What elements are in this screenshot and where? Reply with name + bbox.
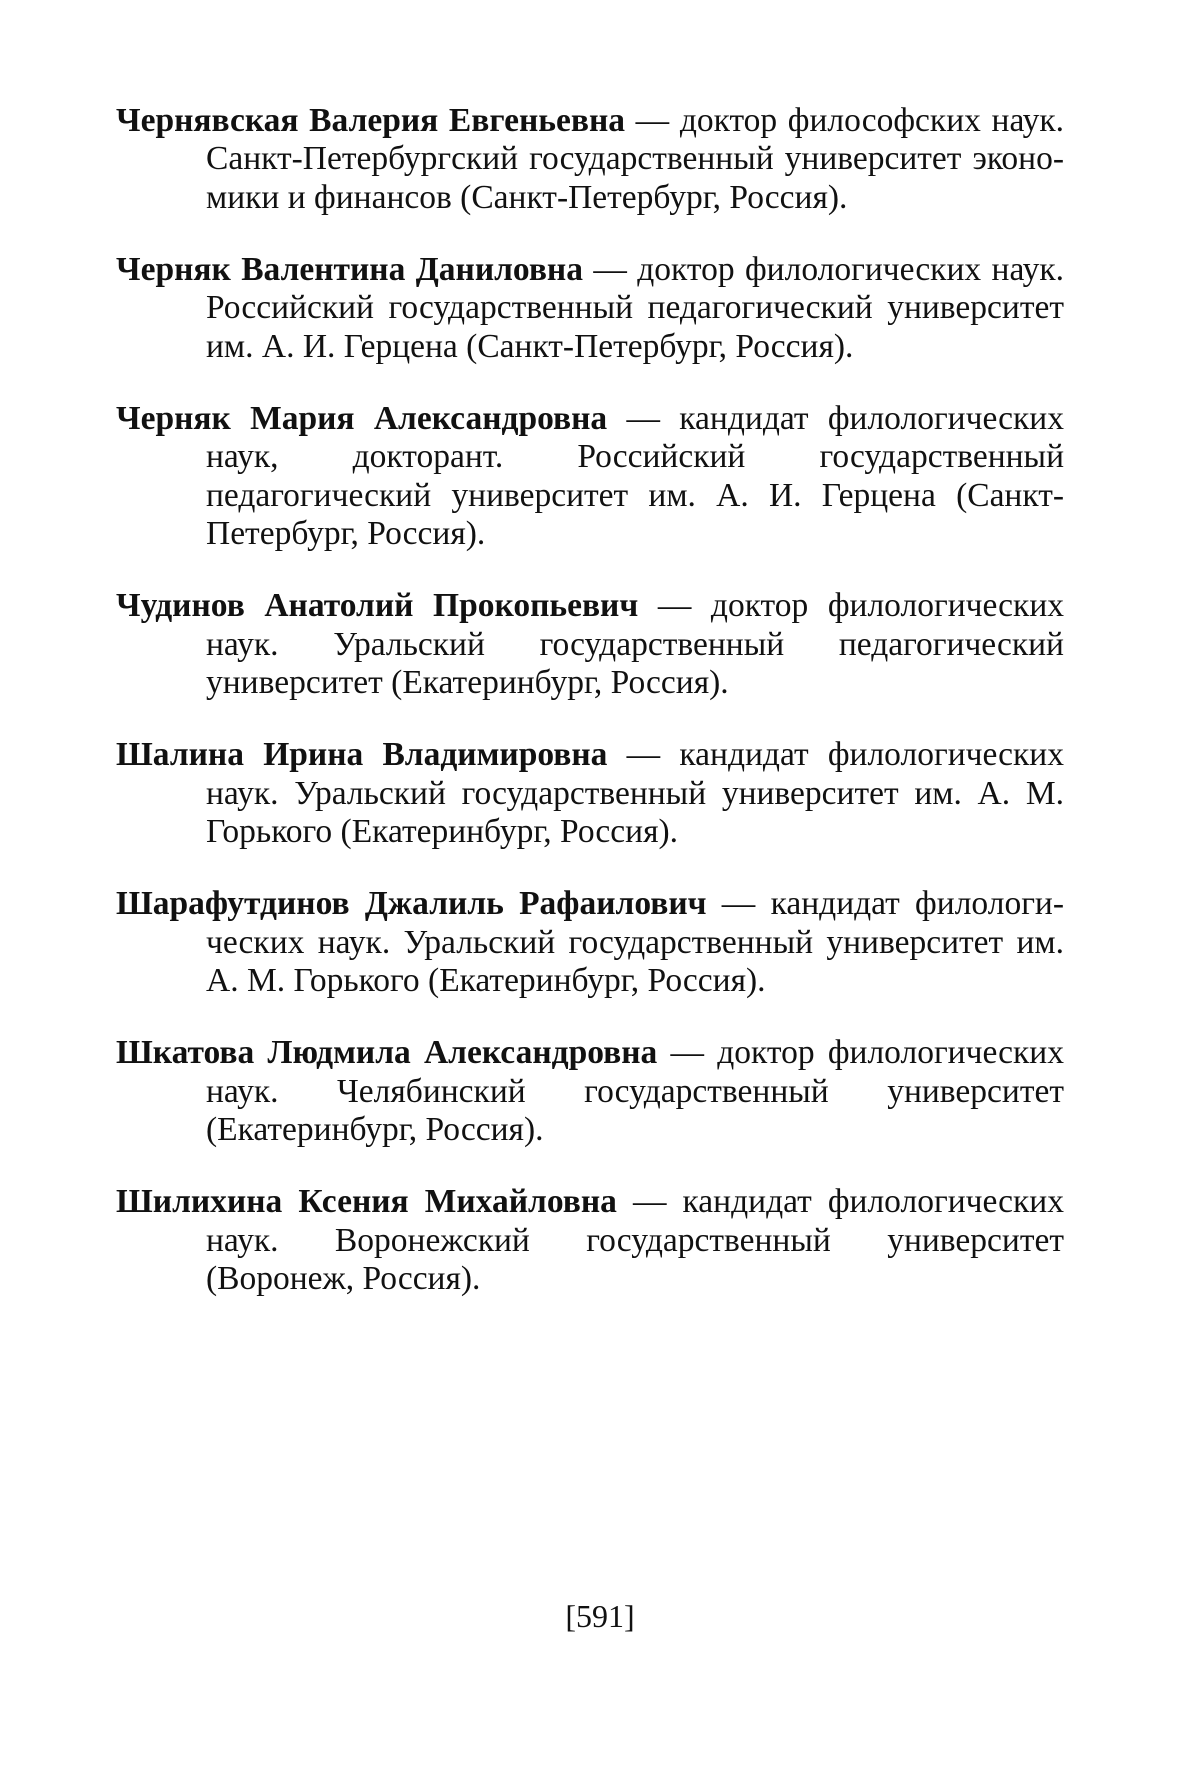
contributor-name: Чудинов Анатолий Прокопьевич xyxy=(116,587,639,624)
contributor-entry xyxy=(116,1034,1064,1150)
contributor-description: доктор философских наук. Санкт-Петербургский государственный университет экономики и финансов (Санкт-Петербург, Россия). xyxy=(206,101,1065,216)
contributor-name: Шарафутдинов Джалиль Рафаилович xyxy=(116,885,707,922)
contributor-description: доктор филологических наук. Российский государственный педагогический университет им. А. И. Герцена (Санкт-Петербург, Россия). xyxy=(206,250,1065,365)
contributor-description: кандидат филологических наук. Уральский государственный университет им. А. М. Горького (Екатеринбург, Россия). xyxy=(206,885,1065,999)
contributor-entry xyxy=(116,736,1064,852)
entry-separator: — xyxy=(616,1183,683,1220)
entry-separator: — xyxy=(607,399,680,437)
contributor-entry xyxy=(116,885,1064,1001)
entry-separator: — xyxy=(657,1034,718,1071)
contributor-description: доктор филологических наук. Челябинский государственный университет (Екатеринбург, Россия). xyxy=(206,1034,1064,1148)
entry-separator: — xyxy=(607,736,680,773)
contributor-description: доктор филологических наук. Уральский государственный педагогический университет (Екатеринбург, Россия). xyxy=(206,587,1064,701)
contributor-entry xyxy=(116,587,1064,703)
entry-separator: — xyxy=(706,885,771,922)
contributor-name: Черняк Валентина Даниловна xyxy=(116,250,583,288)
contributor-name: Чернявская Валерия Евгеньевна xyxy=(116,101,626,139)
contributor-description: кандидат филологических наук, докторант. Российский государственный педагогический университет им. А. И. Герцена (Санкт-Петербург, Россия). xyxy=(206,399,1064,552)
entry-separator: — xyxy=(625,101,680,139)
entry-separator: — xyxy=(638,587,711,624)
contributor-entry xyxy=(116,400,1064,554)
contributor-name: Шилихина Ксения Михайловна xyxy=(116,1183,617,1220)
contributor-description: кандидат филологических наук. Воронежский государственный университет (Воронеж, Россия). xyxy=(206,1183,1064,1297)
contributor-name: Черняк Мария Александровна xyxy=(116,399,608,437)
contributor-description: кандидат филологических наук. Уральский государственный университет им. А. М. Горького (Екатеринбург, Россия). xyxy=(206,736,1064,850)
contributor-entry xyxy=(116,102,1064,218)
contributor-name: Шалина Ирина Владимировна xyxy=(116,736,608,773)
contributors-list xyxy=(116,68,1064,1307)
page-number: [591] xyxy=(565,1598,635,1634)
contributor-entry xyxy=(116,1183,1064,1299)
contributor-entry xyxy=(116,251,1064,367)
contributor-name: Шкатова Людмила Александровна xyxy=(116,1034,658,1071)
entry-separator: — xyxy=(583,250,638,288)
